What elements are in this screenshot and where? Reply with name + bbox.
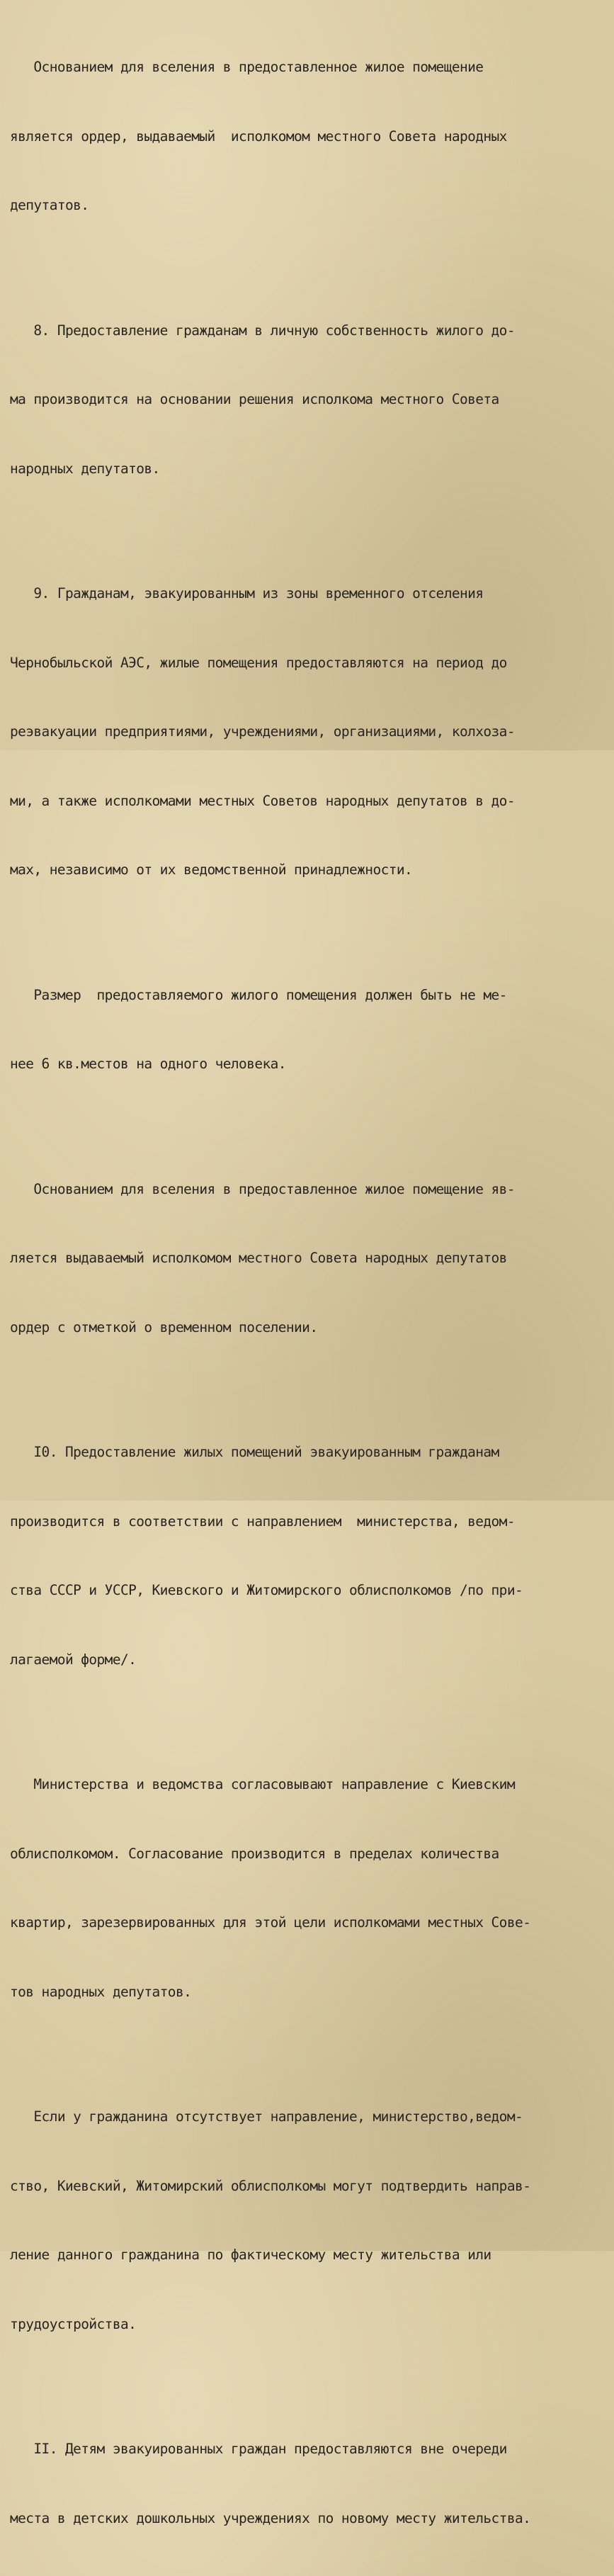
paragraph-no-referral (10, 2060, 607, 2382)
text-line: Чернобыльской АЭС, жилые помещения предоставляются на период до (10, 654, 507, 671)
text-line: II. Детям эвакуированных граждан предоставляются вне очереди (10, 2441, 507, 2457)
text-line: Основанием для вселения в предоставленное жилое помещение (10, 59, 484, 75)
text-line: 8. Предоставление гражданам в личную собственность жилого до- (10, 322, 515, 339)
text-line: ма производится на основании решения исполкома местного Совета (10, 391, 499, 407)
text-line: ми, а также исполкомами местных Советов народных депутатов в до- (10, 792, 515, 809)
paragraph-clause-8 (10, 273, 607, 527)
text-line: лагаемой форме/. (10, 1651, 137, 1668)
text-line: Если у гражданина отсутствует направление, министерство,ведом- (10, 2108, 523, 2125)
text-line: ляется выдаваемый исполкомом местного Совета народных депутатов (10, 1250, 507, 1266)
text-line: тов народных депутатов. (10, 1983, 192, 2000)
paragraph-clause-10 (10, 1395, 607, 1717)
text-line: Основанием для вселения в предоставленное жилое помещение яв- (10, 1180, 515, 1197)
text-line: ление данного гражданина по фактическому месту жительства или (10, 2247, 491, 2263)
paragraph-temporary-order (10, 1132, 607, 1386)
paragraph-occupancy-basis (10, 10, 607, 264)
text-line: 9. Гражданам, эвакуированным из зоны временного отселения (10, 585, 484, 601)
text-line: ства СССР и УССР, Киевского и Житомирского облисполкомов /по при- (10, 1582, 523, 1598)
text-line: трудоустройства. (10, 2315, 137, 2332)
paragraph-ministries-approval (10, 1727, 607, 2050)
text-line: реэвакуации предприятиями, учреждениями, организациями, колхоза- (10, 723, 515, 740)
text-line: ордер с отметкой о временном поселении. (10, 1318, 318, 1335)
paragraph-space-size (10, 938, 607, 1122)
text-line: облисполкомом. Согласование производится в пределах количества (10, 1845, 499, 1862)
text-line: квартир, зарезервированных для этой цели исполкомами местных Сове- (10, 1914, 531, 1931)
text-line: I0. Предоставление жилых помещений эвакуированным гражданам (10, 1444, 499, 1460)
text-line: является ордер, выдаваемый исполкомом местного Совета народных (10, 128, 507, 145)
text-line: ство, Киевский, Житомирский облисполкомы могут подтвердить направ- (10, 2177, 531, 2194)
paragraph-clause-11 (10, 2392, 607, 2576)
text-line: народных депутатов. (10, 460, 160, 477)
text-line: Размер предоставляемого жилого помещения должен быть не ме- (10, 986, 507, 1003)
text-line: мах, независимо от их ведомственной принадлежности. (10, 862, 413, 878)
paragraph-clause-9 (10, 536, 607, 928)
text-line: депутатов. (10, 197, 89, 213)
text-line: Министерства и ведомства согласовывают направление с Киевским (10, 1776, 515, 1792)
text-line: места в детских дошкольных учреждениях по новому месту жительства. (10, 2509, 531, 2526)
text-line: нее 6 кв.местов на одного человека. (10, 1056, 286, 1072)
text-line: производится в соответствии с направлением министерства, ведом- (10, 1513, 515, 1530)
